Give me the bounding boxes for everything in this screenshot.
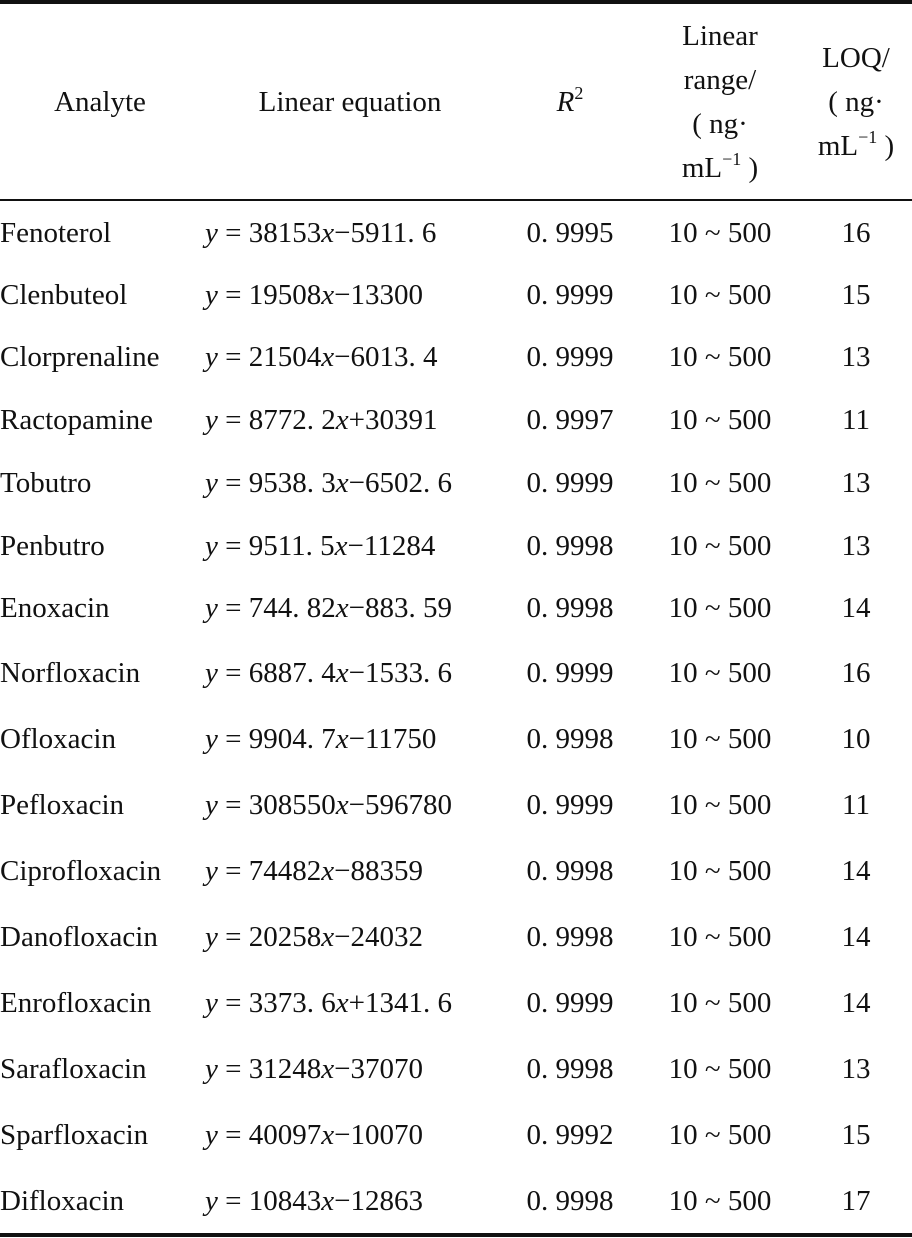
- cell-linear-range: 10 ~ 500: [668, 530, 772, 562]
- cell-r2: 0. 9995: [526, 217, 614, 249]
- cell-loq: 13: [841, 1053, 871, 1085]
- table-row: [0, 1037, 912, 1101]
- table-row: [0, 707, 912, 771]
- cell-loq: 14: [841, 855, 871, 887]
- header-linear-range: [640, 4, 800, 199]
- cell-equation: y = 20258x−24032: [205, 921, 423, 953]
- cell-loq: 14: [841, 921, 871, 953]
- cell-loq: 10: [841, 723, 871, 755]
- cell-r2: 0. 9998: [526, 723, 614, 755]
- cell-loq: 13: [841, 467, 871, 499]
- header-loq-line3-base: mL: [817, 129, 859, 162]
- header-loq-line3-sup: −1: [858, 126, 878, 147]
- cell-linear-range: 10 ~ 500: [668, 723, 772, 755]
- header-loq-line2: ( ng·: [828, 85, 884, 118]
- table-row: [0, 388, 912, 452]
- cell-analyte: Clorprenaline: [0, 341, 160, 373]
- cell-r2: 0. 9999: [526, 657, 614, 689]
- cell-loq: 17: [841, 1185, 871, 1217]
- table-row: [0, 451, 912, 515]
- table-row: [0, 263, 912, 327]
- table-row: [0, 971, 912, 1035]
- cell-loq: 16: [841, 217, 871, 249]
- header-analyte: [0, 4, 200, 199]
- header-range-line2: range/: [683, 63, 757, 96]
- header-range-line1: Linear: [682, 19, 758, 52]
- cell-equation: y = 8772. 2x+30391: [205, 404, 438, 436]
- cell-linear-range: 10 ~ 500: [668, 1053, 772, 1085]
- cell-analyte: Enrofloxacin: [0, 987, 152, 1019]
- cell-linear-range: 10 ~ 500: [668, 1185, 772, 1217]
- header-loq: [800, 4, 912, 199]
- cell-r2: 0. 9998: [526, 530, 614, 562]
- cell-equation: y = 3373. 6x+1341. 6: [205, 987, 452, 1019]
- cell-equation: y = 31248x−37070: [205, 1053, 423, 1085]
- table-row: [0, 514, 912, 578]
- cell-analyte: Enoxacin: [0, 592, 110, 624]
- header-r2-sup: 2: [574, 82, 584, 103]
- cell-linear-range: 10 ~ 500: [668, 404, 772, 436]
- cell-r2: 0. 9992: [526, 1119, 614, 1151]
- cell-analyte: Danofloxacin: [0, 921, 158, 953]
- cell-linear-range: 10 ~ 500: [668, 1119, 772, 1151]
- cell-r2: 0. 9999: [526, 341, 614, 373]
- header-range-line4-end: ): [741, 151, 759, 184]
- cell-linear-range: 10 ~ 500: [668, 217, 772, 249]
- cell-analyte: Pefloxacin: [0, 789, 125, 821]
- table-row: [0, 905, 912, 969]
- table-row: [0, 201, 912, 265]
- cell-analyte: Sparfloxacin: [0, 1119, 149, 1151]
- cell-analyte: Sarafloxacin: [0, 1053, 147, 1085]
- cell-linear-range: 10 ~ 500: [668, 657, 772, 689]
- cell-r2: 0. 9999: [526, 279, 614, 311]
- header-loq-line1: LOQ/: [822, 41, 890, 74]
- header-r2: [500, 4, 640, 199]
- cell-linear-range: 10 ~ 500: [668, 341, 772, 373]
- cell-analyte: Ractopamine: [0, 404, 154, 436]
- cell-equation: y = 9904. 7x−11750: [205, 723, 437, 755]
- cell-analyte: Clenbuteol: [0, 279, 128, 311]
- header-analyte-text: Analyte: [54, 85, 146, 118]
- cell-analyte: Fenoterol: [0, 217, 112, 249]
- cell-equation: y = 10843x−12863: [205, 1185, 423, 1217]
- cell-analyte: Penbutro: [0, 530, 105, 562]
- table-row: [0, 839, 912, 903]
- cell-equation: y = 9538. 3x−6502. 6: [205, 467, 452, 499]
- header-range-line3: ( ng·: [692, 107, 748, 140]
- cell-r2: 0. 9998: [526, 1053, 614, 1085]
- table-row: [0, 1103, 912, 1167]
- cell-analyte: Tobutro: [0, 467, 92, 499]
- cell-equation: y = 19508x−13300: [205, 279, 423, 311]
- cell-loq: 15: [841, 279, 871, 311]
- header-equation: [200, 4, 500, 199]
- cell-loq: 14: [841, 592, 871, 624]
- cell-linear-range: 10 ~ 500: [668, 279, 772, 311]
- cell-loq: 15: [841, 1119, 871, 1151]
- table-row: [0, 325, 912, 389]
- cell-linear-range: 10 ~ 500: [668, 592, 772, 624]
- cell-equation: y = 9511. 5x−11284: [205, 530, 436, 562]
- cell-r2: 0. 9998: [526, 921, 614, 953]
- cell-loq: 11: [842, 789, 870, 821]
- header-range-line4-sup: −1: [722, 148, 742, 169]
- cell-loq: 13: [841, 341, 871, 373]
- cell-equation: y = 744. 82x−883. 59: [205, 592, 452, 624]
- bottom-rule: [0, 1233, 912, 1237]
- cell-loq: 13: [841, 530, 871, 562]
- cell-loq: 11: [842, 404, 870, 436]
- cell-loq: 16: [841, 657, 871, 689]
- cell-analyte: Ofloxacin: [0, 723, 116, 755]
- table-header: [0, 4, 912, 199]
- header-equation-text: Linear equation: [258, 85, 442, 118]
- cell-equation: y = 21504x−6013. 4: [205, 341, 438, 373]
- cell-linear-range: 10 ~ 500: [668, 921, 772, 953]
- cell-equation: y = 308550x−596780: [205, 789, 452, 821]
- header-range-line4-base: mL: [681, 151, 723, 184]
- cell-linear-range: 10 ~ 500: [668, 987, 772, 1019]
- cell-linear-range: 10 ~ 500: [668, 855, 772, 887]
- cell-r2: 0. 9999: [526, 789, 614, 821]
- header-r2-base: R: [556, 85, 575, 118]
- cell-analyte: Ciprofloxacin: [0, 855, 162, 887]
- cell-r2: 0. 9999: [526, 987, 614, 1019]
- cell-r2: 0. 9998: [526, 855, 614, 887]
- table-row: [0, 576, 912, 640]
- cell-r2: 0. 9999: [526, 467, 614, 499]
- cell-equation: y = 38153x−5911. 6: [205, 217, 437, 249]
- cell-r2: 0. 9997: [526, 404, 614, 436]
- cell-loq: 14: [841, 987, 871, 1019]
- cell-equation: y = 40097x−10070: [205, 1119, 423, 1151]
- cell-r2: 0. 9998: [526, 592, 614, 624]
- cell-linear-range: 10 ~ 500: [668, 789, 772, 821]
- cell-equation: y = 74482x−88359: [205, 855, 423, 887]
- cell-equation: y = 6887. 4x−1533. 6: [205, 657, 452, 689]
- table-row: [0, 773, 912, 837]
- cell-linear-range: 10 ~ 500: [668, 467, 772, 499]
- cell-analyte: Norfloxacin: [0, 657, 141, 689]
- table-row: [0, 1169, 912, 1233]
- table-row: [0, 641, 912, 705]
- header-loq-line3-end: ): [877, 129, 895, 162]
- cell-analyte: Difloxacin: [0, 1185, 125, 1217]
- cell-r2: 0. 9998: [526, 1185, 614, 1217]
